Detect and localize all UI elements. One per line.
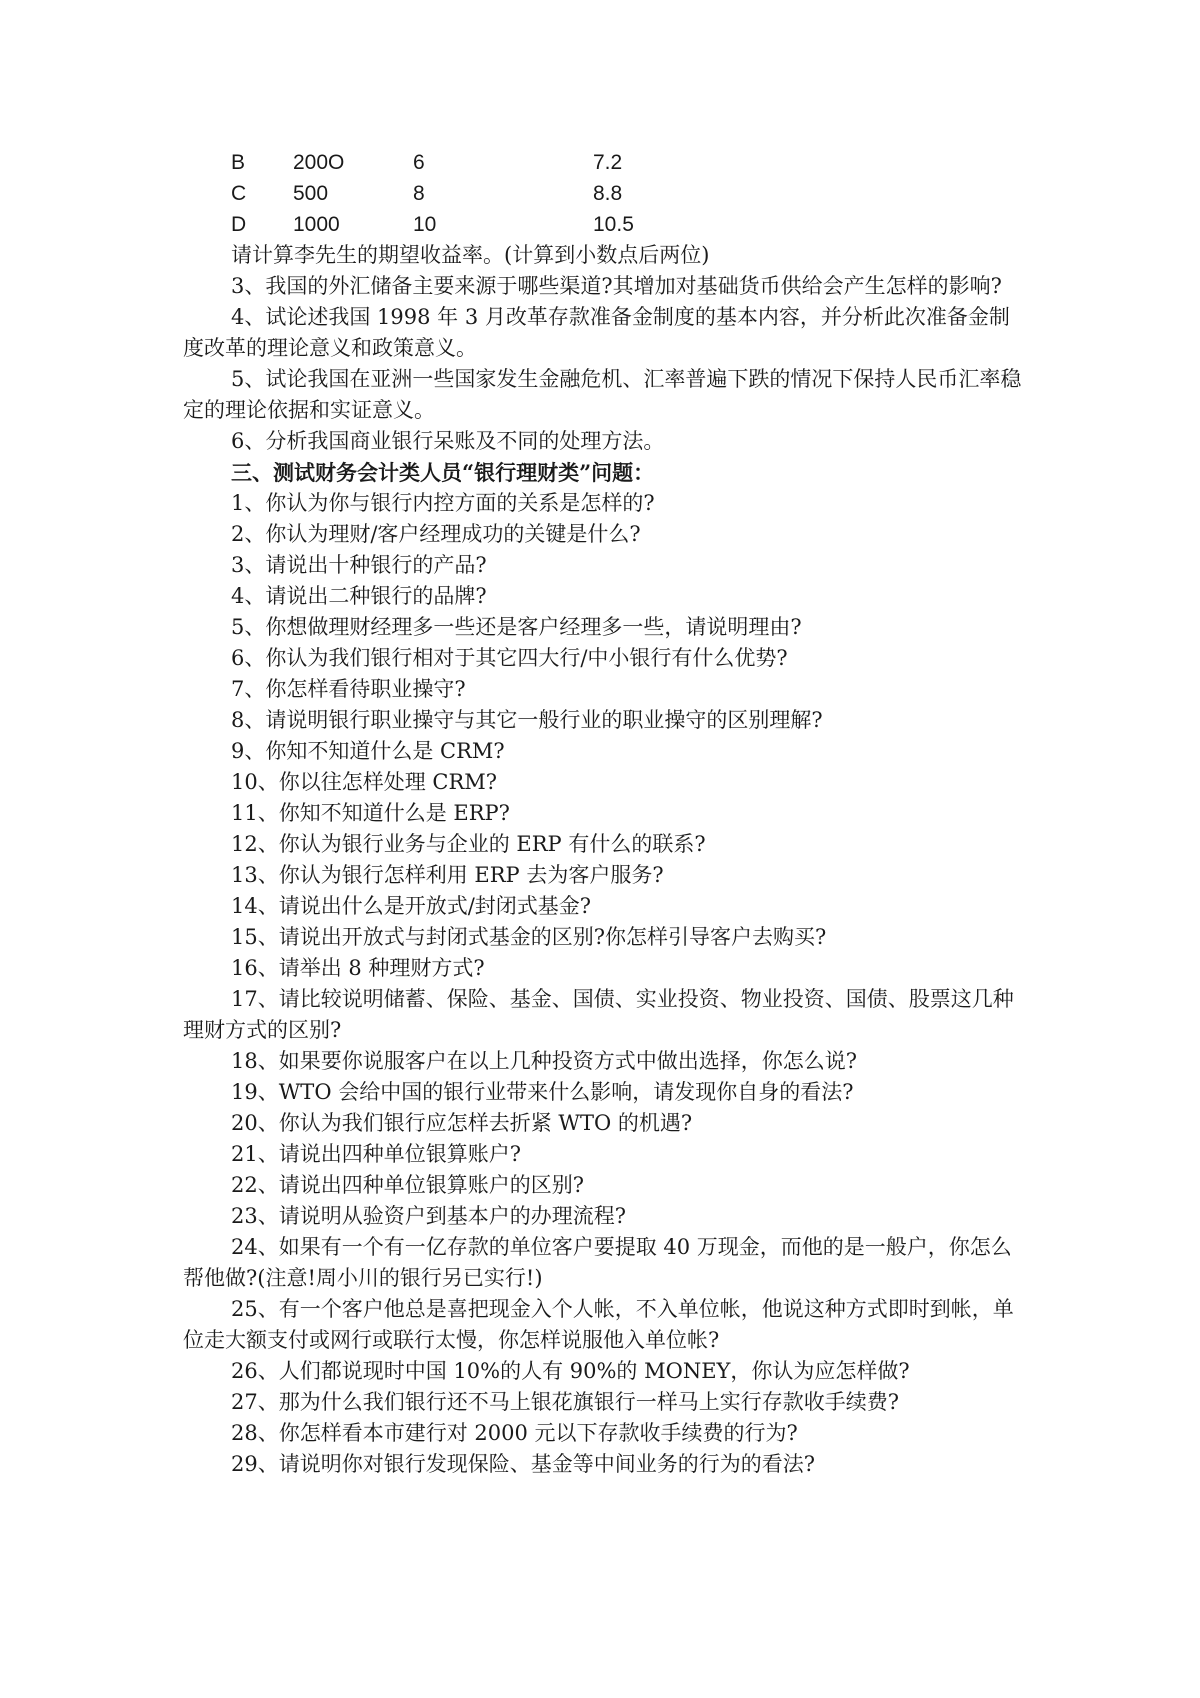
- option-rate-b: 7.2: [593, 151, 623, 174]
- list-item: 29、请说明你对银行发现保险、基金等中间业务的行为的看法?: [231, 1452, 815, 1476]
- option-rate-b: 8.8: [593, 182, 623, 205]
- list-item: 25、有一个客户他总是喜把现金入个人帐，不入单位帐，他说这种方式即时到帐，单位走大额支付或网行或联行太慢，你怎样说服他入单位帐?: [183, 1297, 1014, 1352]
- list-item: 4、请说出二种银行的品牌?: [231, 584, 487, 608]
- option-amount: 200O: [293, 151, 345, 174]
- list-item: 12、你认为银行业务与企业的 ERP 有什么的联系?: [231, 832, 706, 856]
- option-rate-b: 10.5: [593, 213, 634, 236]
- list-item: 10、你以往怎样处理 CRM?: [231, 770, 498, 794]
- bank-question-list: [183, 488, 1023, 1480]
- essay-question: 5、试论我国在亚洲一些国家发生金融危机、汇率普遍下跌的情况下保持人民币汇率稳定的理论依据和实证意义。: [183, 367, 1022, 422]
- option-label: C: [231, 182, 247, 205]
- list-item: 17、请比较说明储蓄、保险、基金、国债、实业投资、物业投资、国债、股票这几种理财方式的区别?: [183, 987, 1014, 1042]
- essay-question: 6、分析我国商业银行呆账及不同的处理方法。: [231, 429, 665, 453]
- option-amount: 500: [293, 182, 329, 205]
- list-item: 5、你想做理财经理多一些还是客户经理多一些，请说明理由?: [231, 615, 802, 639]
- list-item: 9、你知不知道什么是 CRM?: [231, 739, 505, 763]
- essay-question: 3、我国的外汇储备主要来源于哪些渠道?其增加对基础货币供给会产生怎样的影响?: [231, 274, 1002, 298]
- calc-prompt: 请计算李先生的期望收益率。(计算到小数点后两位): [231, 243, 710, 267]
- list-item: 2、你认为理财/客户经理成功的关键是什么?: [231, 522, 641, 546]
- option-rate-a: 10: [413, 213, 437, 236]
- list-item: 15、请说出开放式与封闭式基金的区别?你怎样引导客户去购买?: [231, 925, 827, 949]
- list-item: 11、你知不知道什么是 ERP?: [231, 801, 510, 825]
- section-heading: 三、测试财务会计类人员“银行理财类”问题：: [231, 460, 655, 485]
- list-item: 21、请说出四种单位银算账户?: [231, 1142, 521, 1166]
- list-item: 14、请说出什么是开放式/封闭式基金?: [231, 894, 592, 918]
- list-item: 26、人们都说现时中国 10%的人有 90%的 MONEY，你认为应怎样做?: [231, 1359, 910, 1383]
- table-row: [183, 147, 1023, 178]
- option-rate-a: 6: [413, 151, 425, 174]
- list-item: 16、请举出 8 种理财方式?: [231, 956, 485, 980]
- list-item: 3、请说出十种银行的产品?: [231, 553, 487, 577]
- list-item: 1、你认为你与银行内控方面的关系是怎样的?: [231, 491, 655, 515]
- list-item: 13、你认为银行怎样利用 ERP 去为客户服务?: [231, 863, 664, 887]
- essay-question: 4、试论述我国 1998 年 3 月改革存款准备金制度的基本内容，并分析此次准备金制度改革的理论意义和政策意义。: [183, 305, 1010, 360]
- table-row: [183, 178, 1023, 209]
- option-label: D: [231, 213, 247, 236]
- options-table: [183, 147, 1023, 240]
- list-item: 22、请说出四种单位银算账户的区别?: [231, 1173, 584, 1197]
- list-item: 23、请说明从验资户到基本户的办理流程?: [231, 1204, 626, 1228]
- list-item: 8、请说明银行职业操守与其它一般行业的职业操守的区别理解?: [231, 708, 823, 732]
- list-item: 27、那为什么我们银行还不马上银花旗银行一样马上实行存款收手续费?: [231, 1390, 899, 1414]
- list-item: 19、WTO 会给中国的银行业带来什么影响，请发现你自身的看法?: [231, 1080, 854, 1104]
- list-item: 7、你怎样看待职业操守?: [231, 677, 466, 701]
- list-item: 18、如果要你说服客户在以上几种投资方式中做出选择，你怎么说?: [231, 1049, 857, 1073]
- option-label: B: [231, 151, 246, 174]
- list-item: 24、如果有一个有一亿存款的单位客户要提取 40 万现金，而他的是一般户，你怎么帮他做?(注意!周小川的银行另已实行!): [183, 1235, 1012, 1290]
- option-rate-a: 8: [413, 182, 425, 205]
- essay-question-list: [183, 271, 1023, 457]
- list-item: 6、你认为我们银行相对于其它四大行/中小银行有什么优势?: [231, 646, 788, 670]
- option-amount: 1000: [293, 213, 340, 236]
- list-item: 20、你认为我们银行应怎样去折紧 WTO 的机遇?: [231, 1111, 693, 1135]
- list-item: 28、你怎样看本市建行对 2000 元以下存款收手续费的行为?: [231, 1421, 798, 1445]
- document-content: [183, 147, 1023, 1480]
- table-row: [183, 209, 1023, 240]
